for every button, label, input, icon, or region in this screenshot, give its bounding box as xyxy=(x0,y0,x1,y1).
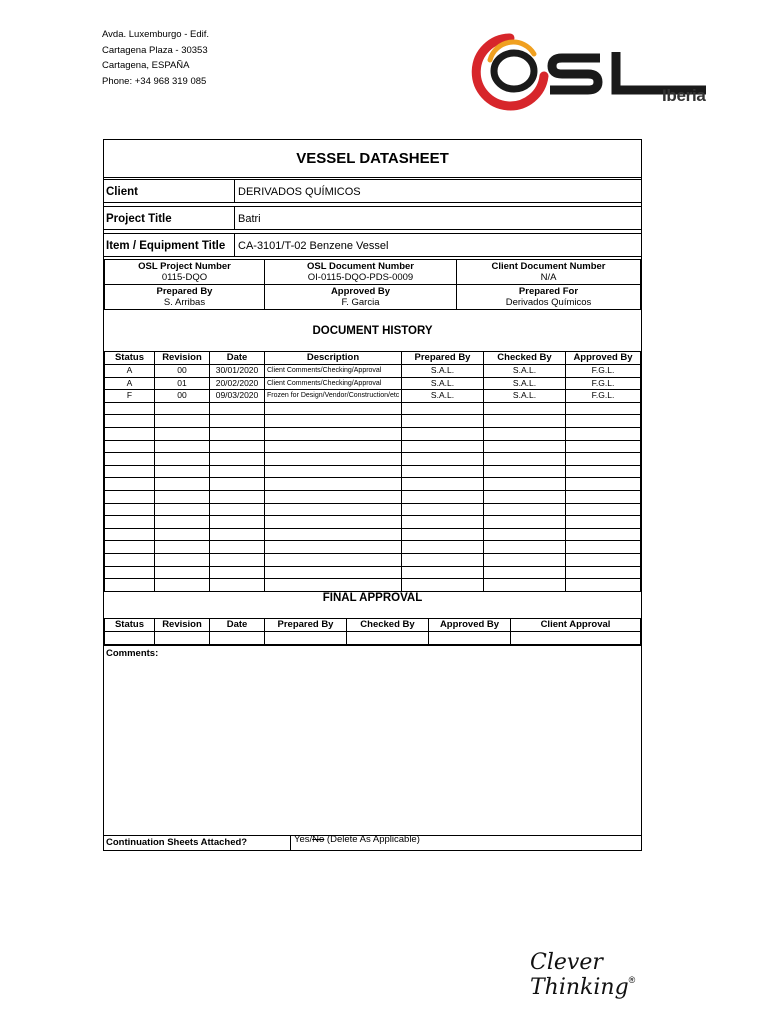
continuation-yes: Yes/ xyxy=(294,834,313,845)
field-label: Project Title xyxy=(106,213,172,225)
meta-cell xyxy=(457,285,641,310)
history-row xyxy=(105,503,641,516)
history-cell: Frozen for Design/Vendor/Construction/etc xyxy=(265,390,402,403)
meta-label: Prepared For xyxy=(518,286,579,297)
history-row xyxy=(105,516,641,529)
history-row xyxy=(105,453,641,466)
meta-label: Client Document Number xyxy=(491,261,606,272)
continuation-row xyxy=(104,835,641,850)
history-cell: S.A.L. xyxy=(484,377,566,390)
continuation-value xyxy=(294,834,420,845)
comments-label: Comments: xyxy=(106,648,159,659)
final-approval-title: FINAL APPROVAL xyxy=(322,592,423,604)
final-approval-table xyxy=(104,618,641,645)
history-cell: S.A.L. xyxy=(484,365,566,378)
comments-box xyxy=(104,645,641,839)
field-project-title xyxy=(104,206,641,230)
history-cell: 00 xyxy=(155,365,210,378)
meta-value: Derivados Químicos xyxy=(505,297,592,308)
history-header: Checked By xyxy=(484,352,566,365)
field-value: CA-3101/T-02 Benzene Vessel xyxy=(238,240,389,252)
meta-value: 0115-DQO xyxy=(161,272,208,283)
final-header: Checked By xyxy=(347,619,429,632)
history-row xyxy=(105,377,641,390)
history-row xyxy=(105,566,641,579)
field-label: Item / Equipment Title xyxy=(106,240,226,252)
history-row xyxy=(105,528,641,541)
meta-label: OSL Document Number xyxy=(307,261,414,272)
sheet-title: VESSEL DATASHEET xyxy=(104,140,641,178)
history-cell: Client Comments/Checking/Approval xyxy=(265,365,402,378)
meta-cell xyxy=(105,285,265,310)
document-info-table xyxy=(104,259,641,310)
final-header: Approved By xyxy=(429,619,511,632)
final-header: Revision xyxy=(155,619,210,632)
history-row xyxy=(105,440,641,453)
clever-thinking-tagline xyxy=(530,950,710,1000)
history-cell: S.A.L. xyxy=(402,365,484,378)
final-header: Status xyxy=(105,619,155,632)
history-cell: F.G.L. xyxy=(566,377,641,390)
registered-mark: ® xyxy=(628,975,636,985)
continuation-note: (Delete As Applicable) xyxy=(324,834,420,845)
meta-value: N/A xyxy=(540,272,557,283)
tagline-text: Clever Thinking xyxy=(530,950,629,1000)
history-row xyxy=(105,402,641,415)
history-cell: 20/02/2020 xyxy=(210,377,265,390)
address-line: Avda. Luxemburgo - Edif. xyxy=(102,29,210,40)
history-row xyxy=(105,541,641,554)
final-header: Client Approval xyxy=(511,619,641,632)
history-row xyxy=(105,579,641,592)
meta-value: F. Garcia xyxy=(341,297,380,308)
history-row xyxy=(105,415,641,428)
final-header: Date xyxy=(210,619,265,632)
history-cell: 09/03/2020 xyxy=(210,390,265,403)
history-row xyxy=(105,478,641,491)
history-cell: A xyxy=(105,365,155,378)
history-header: Revision xyxy=(155,352,210,365)
history-header: Approved By xyxy=(566,352,641,365)
history-cell: S.A.L. xyxy=(402,390,484,403)
logo-subtext: Iberia xyxy=(662,86,706,105)
meta-cell xyxy=(265,260,457,285)
history-header: Date xyxy=(210,352,265,365)
field-equipment-title xyxy=(104,233,641,257)
history-cell: A xyxy=(105,377,155,390)
vessel-datasheet xyxy=(103,139,642,851)
history-cell: S.A.L. xyxy=(402,377,484,390)
history-cell: S.A.L. xyxy=(484,390,566,403)
field-client xyxy=(104,179,641,203)
meta-label: OSL Project Number xyxy=(138,261,231,272)
meta-label: Approved By xyxy=(330,286,391,297)
meta-value: OI-0115-DQO-PDS-0009 xyxy=(307,272,414,283)
field-value: DERIVADOS QUÍMICOS xyxy=(238,186,361,198)
history-row xyxy=(105,427,641,440)
field-label: Client xyxy=(106,186,138,198)
meta-value: S. Arribas xyxy=(163,297,206,308)
final-header: Prepared By xyxy=(265,619,347,632)
history-row xyxy=(105,390,641,403)
company-address xyxy=(102,27,209,89)
history-row xyxy=(105,465,641,478)
document-history-table xyxy=(104,351,641,592)
meta-cell xyxy=(457,260,641,285)
continuation-label: Continuation Sheets Attached? xyxy=(106,837,248,848)
meta-cell xyxy=(265,285,457,310)
history-row xyxy=(105,553,641,566)
history-title: DOCUMENT HISTORY xyxy=(312,325,433,337)
address-line: Cartagena, ESPAÑA xyxy=(102,60,190,71)
history-cell: F xyxy=(105,390,155,403)
history-row xyxy=(105,365,641,378)
field-value: Batri xyxy=(238,213,261,225)
meta-cell xyxy=(105,260,265,285)
meta-label: Prepared By xyxy=(156,286,213,297)
history-cell: F.G.L. xyxy=(566,390,641,403)
history-cell: F.G.L. xyxy=(566,365,641,378)
history-cell: 01 xyxy=(155,377,210,390)
address-line: Phone: +34 968 319 085 xyxy=(102,75,207,87)
history-header: Prepared By xyxy=(402,352,484,365)
continuation-no: No xyxy=(312,834,325,845)
address-line: Cartagena Plaza - 30353 xyxy=(102,44,208,56)
history-header: Description xyxy=(265,352,402,365)
history-row xyxy=(105,490,641,503)
final-approval-row xyxy=(105,632,641,645)
history-cell: 30/01/2020 xyxy=(210,365,265,378)
history-header: Status xyxy=(105,352,155,365)
history-cell: Client Comments/Checking/Approval xyxy=(265,377,402,390)
history-cell: 00 xyxy=(155,390,210,403)
